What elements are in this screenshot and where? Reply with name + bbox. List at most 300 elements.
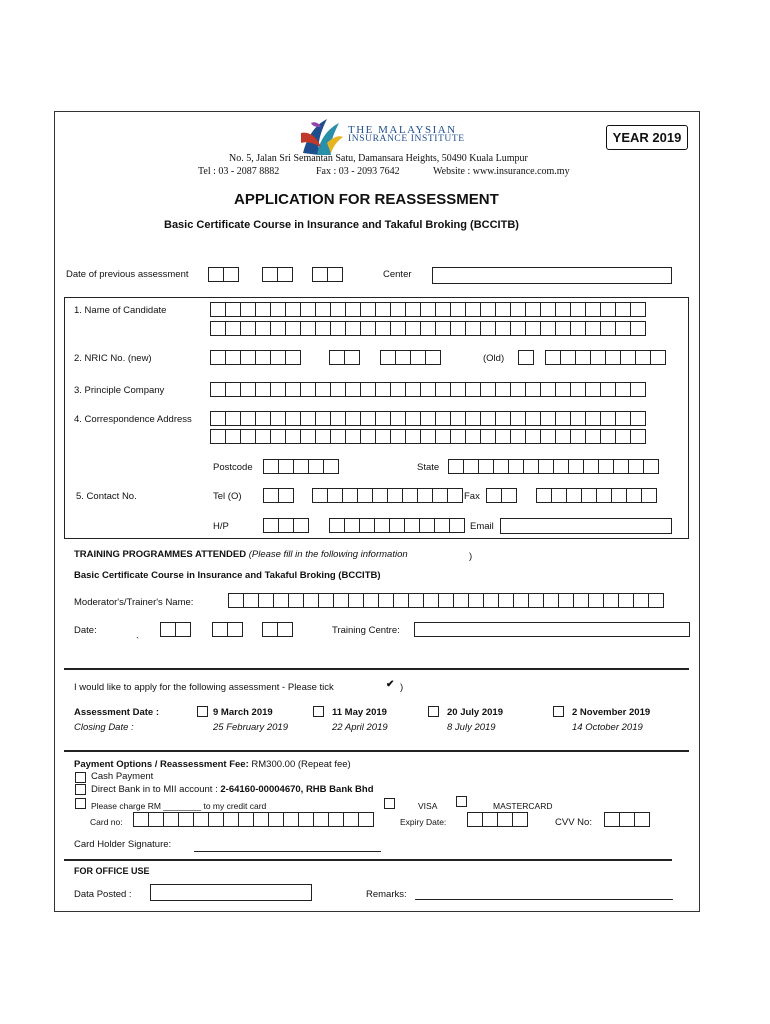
input-cell[interactable] xyxy=(420,321,436,336)
input-cell[interactable] xyxy=(270,321,286,336)
input-cell[interactable] xyxy=(375,411,391,426)
input-cell[interactable] xyxy=(148,812,164,827)
input-cell[interactable] xyxy=(270,411,286,426)
input-cell[interactable] xyxy=(288,593,304,608)
input-cell[interactable] xyxy=(600,411,616,426)
nric-grid-1[interactable] xyxy=(210,350,300,365)
center-field[interactable] xyxy=(432,267,672,284)
input-cell[interactable] xyxy=(585,411,601,426)
input-cell[interactable] xyxy=(585,302,601,317)
input-cell[interactable] xyxy=(210,429,226,444)
input-cell[interactable] xyxy=(650,350,666,365)
company-grid[interactable] xyxy=(210,382,645,397)
nric-grid-2[interactable] xyxy=(329,350,359,365)
input-cell[interactable] xyxy=(285,321,301,336)
input-cell[interactable] xyxy=(330,321,346,336)
input-cell[interactable] xyxy=(523,459,539,474)
input-cell[interactable] xyxy=(405,321,421,336)
input-cell[interactable] xyxy=(345,382,361,397)
hp-grid[interactable] xyxy=(329,518,464,533)
address-grid-row-2[interactable] xyxy=(210,429,645,444)
input-cell[interactable] xyxy=(540,382,556,397)
input-cell[interactable] xyxy=(453,593,469,608)
input-cell[interactable] xyxy=(357,488,373,503)
input-cell[interactable] xyxy=(628,459,644,474)
input-cell[interactable] xyxy=(465,411,481,426)
input-cell[interactable] xyxy=(465,382,481,397)
input-cell[interactable] xyxy=(330,411,346,426)
input-cell[interactable] xyxy=(538,459,554,474)
name-grid-row-1[interactable] xyxy=(210,302,645,317)
card-checkbox[interactable] xyxy=(75,798,86,809)
input-cell[interactable] xyxy=(210,382,226,397)
input-cell[interactable] xyxy=(525,321,541,336)
input-cell[interactable] xyxy=(225,429,241,444)
input-cell[interactable] xyxy=(510,382,526,397)
input-cell[interactable] xyxy=(372,488,388,503)
input-cell[interactable] xyxy=(510,302,526,317)
input-cell[interactable] xyxy=(315,382,331,397)
input-cell[interactable] xyxy=(553,459,569,474)
input-cell[interactable] xyxy=(405,429,421,444)
input-cell[interactable] xyxy=(555,382,571,397)
input-cell[interactable] xyxy=(435,429,451,444)
input-cell[interactable] xyxy=(240,382,256,397)
input-cell[interactable] xyxy=(375,382,391,397)
input-cell[interactable] xyxy=(641,488,657,503)
input-cell[interactable] xyxy=(389,518,405,533)
input-cell[interactable] xyxy=(420,411,436,426)
input-cell[interactable] xyxy=(438,593,454,608)
input-cell[interactable] xyxy=(285,350,301,365)
input-cell[interactable] xyxy=(463,459,479,474)
input-cell[interactable] xyxy=(298,812,314,827)
fax-area-grid[interactable] xyxy=(486,488,516,503)
input-cell[interactable] xyxy=(329,518,345,533)
input-cell[interactable] xyxy=(163,812,179,827)
input-cell[interactable] xyxy=(480,429,496,444)
input-cell[interactable] xyxy=(419,518,435,533)
input-cell[interactable] xyxy=(360,382,376,397)
input-cell[interactable] xyxy=(618,593,634,608)
input-cell[interactable] xyxy=(255,350,271,365)
input-cell[interactable] xyxy=(435,321,451,336)
tel-area-grid[interactable] xyxy=(263,488,293,503)
date-prev-year[interactable] xyxy=(312,267,342,282)
input-cell[interactable] xyxy=(402,488,418,503)
input-cell[interactable] xyxy=(313,812,329,827)
input-cell[interactable] xyxy=(348,593,364,608)
input-cell[interactable] xyxy=(630,321,646,336)
input-cell[interactable] xyxy=(510,411,526,426)
input-cell[interactable] xyxy=(633,593,649,608)
input-cell[interactable] xyxy=(315,429,331,444)
address-grid-row-1[interactable] xyxy=(210,411,645,426)
input-cell[interactable] xyxy=(395,350,411,365)
input-cell[interactable] xyxy=(555,429,571,444)
input-cell[interactable] xyxy=(480,302,496,317)
input-cell[interactable] xyxy=(404,518,420,533)
input-cell[interactable] xyxy=(495,429,511,444)
input-cell[interactable] xyxy=(600,382,616,397)
hp-prefix-grid[interactable] xyxy=(263,518,308,533)
input-cell[interactable] xyxy=(300,321,316,336)
input-cell[interactable] xyxy=(345,321,361,336)
input-cell[interactable] xyxy=(635,350,651,365)
date-prev-day[interactable] xyxy=(208,267,238,282)
input-cell[interactable] xyxy=(410,350,426,365)
input-cell[interactable] xyxy=(585,382,601,397)
input-cell[interactable] xyxy=(615,302,631,317)
input-cell[interactable] xyxy=(378,593,394,608)
input-cell[interactable] xyxy=(330,302,346,317)
input-cell[interactable] xyxy=(240,411,256,426)
input-cell[interactable] xyxy=(225,302,241,317)
input-cell[interactable] xyxy=(344,518,360,533)
input-cell[interactable] xyxy=(581,488,597,503)
name-label: 1. Name of Candidate xyxy=(74,305,167,316)
input-cell[interactable] xyxy=(327,488,343,503)
assessment-checkbox-3[interactable] xyxy=(428,706,439,717)
input-cell[interactable] xyxy=(270,382,286,397)
input-cell[interactable] xyxy=(615,429,631,444)
input-cell[interactable] xyxy=(344,350,360,365)
input-cell[interactable] xyxy=(193,812,209,827)
input-cell[interactable] xyxy=(390,411,406,426)
input-cell[interactable] xyxy=(405,302,421,317)
name-grid-row-2[interactable] xyxy=(210,321,645,336)
input-cell[interactable] xyxy=(300,302,316,317)
input-cell[interactable] xyxy=(375,429,391,444)
date-prev-month[interactable] xyxy=(262,267,292,282)
input-cell[interactable] xyxy=(210,411,226,426)
input-cell[interactable] xyxy=(380,350,396,365)
input-cell[interactable] xyxy=(626,488,642,503)
input-cell[interactable] xyxy=(630,429,646,444)
assessment-checkbox-1[interactable] xyxy=(197,706,208,717)
input-cell[interactable] xyxy=(278,459,294,474)
training-date-month[interactable] xyxy=(212,622,242,637)
input-cell[interactable] xyxy=(270,302,286,317)
input-cell[interactable] xyxy=(435,411,451,426)
input-cell[interactable] xyxy=(285,411,301,426)
remarks-line[interactable] xyxy=(415,899,673,900)
input-cell[interactable] xyxy=(315,302,331,317)
input-cell[interactable] xyxy=(360,321,376,336)
input-cell[interactable] xyxy=(480,321,496,336)
input-cell[interactable] xyxy=(253,812,269,827)
input-cell[interactable] xyxy=(330,429,346,444)
input-cell[interactable] xyxy=(359,518,375,533)
input-cell[interactable] xyxy=(570,411,586,426)
input-cell[interactable] xyxy=(390,302,406,317)
input-cell[interactable] xyxy=(255,411,271,426)
input-cell[interactable] xyxy=(495,382,511,397)
input-cell[interactable] xyxy=(263,459,279,474)
input-cell[interactable] xyxy=(208,812,224,827)
expiry-grid[interactable] xyxy=(467,812,527,827)
input-cell[interactable] xyxy=(238,812,254,827)
input-cell[interactable] xyxy=(303,593,319,608)
input-cell[interactable] xyxy=(390,429,406,444)
assessment-checkbox-4[interactable] xyxy=(553,706,564,717)
input-cell[interactable] xyxy=(270,350,286,365)
input-cell[interactable] xyxy=(510,321,526,336)
input-cell[interactable] xyxy=(423,593,439,608)
input-cell[interactable] xyxy=(525,302,541,317)
input-cell[interactable] xyxy=(318,593,334,608)
input-cell[interactable] xyxy=(374,518,390,533)
input-cell[interactable] xyxy=(508,459,524,474)
input-cell[interactable] xyxy=(480,411,496,426)
input-cell[interactable] xyxy=(360,411,376,426)
input-cell[interactable] xyxy=(243,593,259,608)
input-cell[interactable] xyxy=(425,350,441,365)
input-cell[interactable] xyxy=(573,593,589,608)
input-cell[interactable] xyxy=(285,302,301,317)
moderator-grid[interactable] xyxy=(228,593,663,608)
input-cell[interactable] xyxy=(540,411,556,426)
input-cell[interactable] xyxy=(448,459,464,474)
input-cell[interactable] xyxy=(555,321,571,336)
input-cell[interactable] xyxy=(435,302,451,317)
input-cell[interactable] xyxy=(240,321,256,336)
input-cell[interactable] xyxy=(465,302,481,317)
input-cell[interactable] xyxy=(613,459,629,474)
input-cell[interactable] xyxy=(285,429,301,444)
input-cell[interactable] xyxy=(434,518,450,533)
input-cell[interactable] xyxy=(258,593,274,608)
visa-checkbox[interactable] xyxy=(384,798,395,809)
tel-grid[interactable] xyxy=(312,488,462,503)
input-cell[interactable] xyxy=(570,382,586,397)
input-cell[interactable] xyxy=(525,411,541,426)
input-cell[interactable] xyxy=(133,812,149,827)
input-cell[interactable] xyxy=(333,593,349,608)
input-cell[interactable] xyxy=(405,411,421,426)
input-cell[interactable] xyxy=(590,350,606,365)
input-cell[interactable] xyxy=(273,593,289,608)
input-cell[interactable] xyxy=(360,429,376,444)
input-cell[interactable] xyxy=(450,429,466,444)
input-cell[interactable] xyxy=(528,593,544,608)
input-cell[interactable] xyxy=(483,593,499,608)
fax-grid[interactable] xyxy=(536,488,656,503)
input-cell[interactable] xyxy=(583,459,599,474)
input-cell[interactable] xyxy=(575,350,591,365)
input-cell[interactable] xyxy=(588,593,604,608)
input-cell[interactable] xyxy=(375,321,391,336)
input-cell[interactable] xyxy=(478,459,494,474)
input-cell[interactable] xyxy=(558,593,574,608)
input-cell[interactable] xyxy=(285,382,301,397)
input-cell[interactable] xyxy=(240,429,256,444)
cash-checkbox[interactable] xyxy=(75,772,86,783)
training-date-day[interactable] xyxy=(160,622,190,637)
input-cell[interactable] xyxy=(643,459,659,474)
input-cell[interactable] xyxy=(293,459,309,474)
input-cell[interactable] xyxy=(498,593,514,608)
input-cell[interactable] xyxy=(417,488,433,503)
input-cell[interactable] xyxy=(596,488,612,503)
input-cell[interactable] xyxy=(270,429,286,444)
input-cell[interactable] xyxy=(225,411,241,426)
input-cell[interactable] xyxy=(540,429,556,444)
old-nric-box[interactable] xyxy=(518,350,533,365)
input-cell[interactable] xyxy=(555,302,571,317)
input-cell[interactable] xyxy=(495,302,511,317)
input-cell[interactable] xyxy=(615,411,631,426)
input-cell[interactable] xyxy=(495,321,511,336)
input-cell[interactable] xyxy=(420,302,436,317)
input-cell[interactable] xyxy=(178,812,194,827)
input-cell[interactable] xyxy=(555,411,571,426)
input-cell[interactable] xyxy=(600,321,616,336)
input-cell[interactable] xyxy=(540,302,556,317)
input-cell[interactable] xyxy=(363,593,379,608)
input-cell[interactable] xyxy=(375,302,391,317)
input-cell[interactable] xyxy=(510,429,526,444)
input-cell[interactable] xyxy=(630,382,646,397)
training-centre-field[interactable] xyxy=(414,622,690,637)
input-cell[interactable] xyxy=(465,321,481,336)
input-cell[interactable] xyxy=(330,382,346,397)
input-cell[interactable] xyxy=(240,302,256,317)
input-cell[interactable] xyxy=(225,382,241,397)
input-cell[interactable] xyxy=(300,429,316,444)
input-cell[interactable] xyxy=(585,429,601,444)
input-cell[interactable] xyxy=(450,411,466,426)
input-cell[interactable] xyxy=(342,488,358,503)
input-cell[interactable] xyxy=(225,350,241,365)
input-cell[interactable] xyxy=(450,382,466,397)
input-cell[interactable] xyxy=(615,382,631,397)
input-cell[interactable] xyxy=(570,302,586,317)
mastercard-checkbox[interactable] xyxy=(456,796,467,807)
input-cell[interactable] xyxy=(312,488,328,503)
input-cell[interactable] xyxy=(283,812,299,827)
old-nric-grid[interactable] xyxy=(545,350,665,365)
input-cell[interactable] xyxy=(387,488,403,503)
input-cell[interactable] xyxy=(255,321,271,336)
input-cell[interactable] xyxy=(223,812,239,827)
input-cell[interactable] xyxy=(603,593,619,608)
input-cell[interactable] xyxy=(329,350,345,365)
input-cell[interactable] xyxy=(543,593,559,608)
input-cell[interactable] xyxy=(343,812,359,827)
state-grid[interactable] xyxy=(448,459,658,474)
input-cell[interactable] xyxy=(630,302,646,317)
input-cell[interactable] xyxy=(620,350,636,365)
input-cell[interactable] xyxy=(420,382,436,397)
input-cell[interactable] xyxy=(345,302,361,317)
input-cell[interactable] xyxy=(513,593,529,608)
input-cell[interactable] xyxy=(611,488,627,503)
input-cell[interactable] xyxy=(240,350,256,365)
input-cell[interactable] xyxy=(598,459,614,474)
input-cell[interactable] xyxy=(449,518,465,533)
input-cell[interactable] xyxy=(315,321,331,336)
input-cell[interactable] xyxy=(268,812,284,827)
input-cell[interactable] xyxy=(308,459,324,474)
input-cell[interactable] xyxy=(255,429,271,444)
input-cell[interactable] xyxy=(447,488,463,503)
signature-line[interactable] xyxy=(194,851,381,852)
input-cell[interactable] xyxy=(345,429,361,444)
bank-checkbox[interactable] xyxy=(75,784,86,795)
input-cell[interactable] xyxy=(210,350,226,365)
input-cell[interactable] xyxy=(585,321,601,336)
input-cell[interactable] xyxy=(568,459,584,474)
input-cell[interactable] xyxy=(493,459,509,474)
nric-grid-3[interactable] xyxy=(380,350,440,365)
input-cell[interactable] xyxy=(480,382,496,397)
input-cell[interactable] xyxy=(300,411,316,426)
input-cell[interactable] xyxy=(390,382,406,397)
input-cell[interactable] xyxy=(210,321,226,336)
input-cell[interactable] xyxy=(315,411,331,426)
input-cell[interactable] xyxy=(345,411,361,426)
posted-field[interactable] xyxy=(150,884,312,901)
postcode-grid[interactable] xyxy=(263,459,338,474)
input-cell[interactable] xyxy=(600,429,616,444)
input-cell[interactable] xyxy=(540,321,556,336)
input-cell[interactable] xyxy=(328,812,344,827)
input-cell[interactable] xyxy=(525,382,541,397)
input-cell[interactable] xyxy=(300,382,316,397)
input-cell[interactable] xyxy=(615,321,631,336)
input-cell[interactable] xyxy=(323,459,339,474)
input-cell[interactable] xyxy=(210,302,226,317)
email-field[interactable] xyxy=(500,518,672,534)
input-cell[interactable] xyxy=(468,593,484,608)
input-cell[interactable] xyxy=(450,302,466,317)
card-no-grid[interactable] xyxy=(133,812,373,827)
input-cell[interactable] xyxy=(600,302,616,317)
input-cell[interactable] xyxy=(648,593,664,608)
input-cell[interactable] xyxy=(450,321,466,336)
input-cell[interactable] xyxy=(358,812,374,827)
input-cell[interactable] xyxy=(630,411,646,426)
input-cell[interactable] xyxy=(495,411,511,426)
input-cell[interactable] xyxy=(566,488,582,503)
input-cell[interactable] xyxy=(405,382,421,397)
input-cell[interactable] xyxy=(408,593,424,608)
input-cell[interactable] xyxy=(225,321,241,336)
input-cell[interactable] xyxy=(605,350,621,365)
assessment-checkbox-2[interactable] xyxy=(313,706,324,717)
input-cell[interactable] xyxy=(432,488,448,503)
input-cell[interactable] xyxy=(525,429,541,444)
input-cell[interactable] xyxy=(536,488,552,503)
input-cell[interactable] xyxy=(360,302,376,317)
input-cell[interactable] xyxy=(465,429,481,444)
input-cell[interactable] xyxy=(570,321,586,336)
input-cell[interactable] xyxy=(393,593,409,608)
input-cell[interactable] xyxy=(545,350,561,365)
input-cell[interactable] xyxy=(551,488,567,503)
cvv-grid[interactable] xyxy=(604,812,649,827)
input-cell[interactable] xyxy=(390,321,406,336)
training-date-year[interactable] xyxy=(262,622,292,637)
input-cell[interactable] xyxy=(570,429,586,444)
input-cell[interactable] xyxy=(435,382,451,397)
input-cell[interactable] xyxy=(560,350,576,365)
input-cell[interactable] xyxy=(255,382,271,397)
input-cell[interactable] xyxy=(420,429,436,444)
input-cell[interactable] xyxy=(255,302,271,317)
input-cell[interactable] xyxy=(228,593,244,608)
